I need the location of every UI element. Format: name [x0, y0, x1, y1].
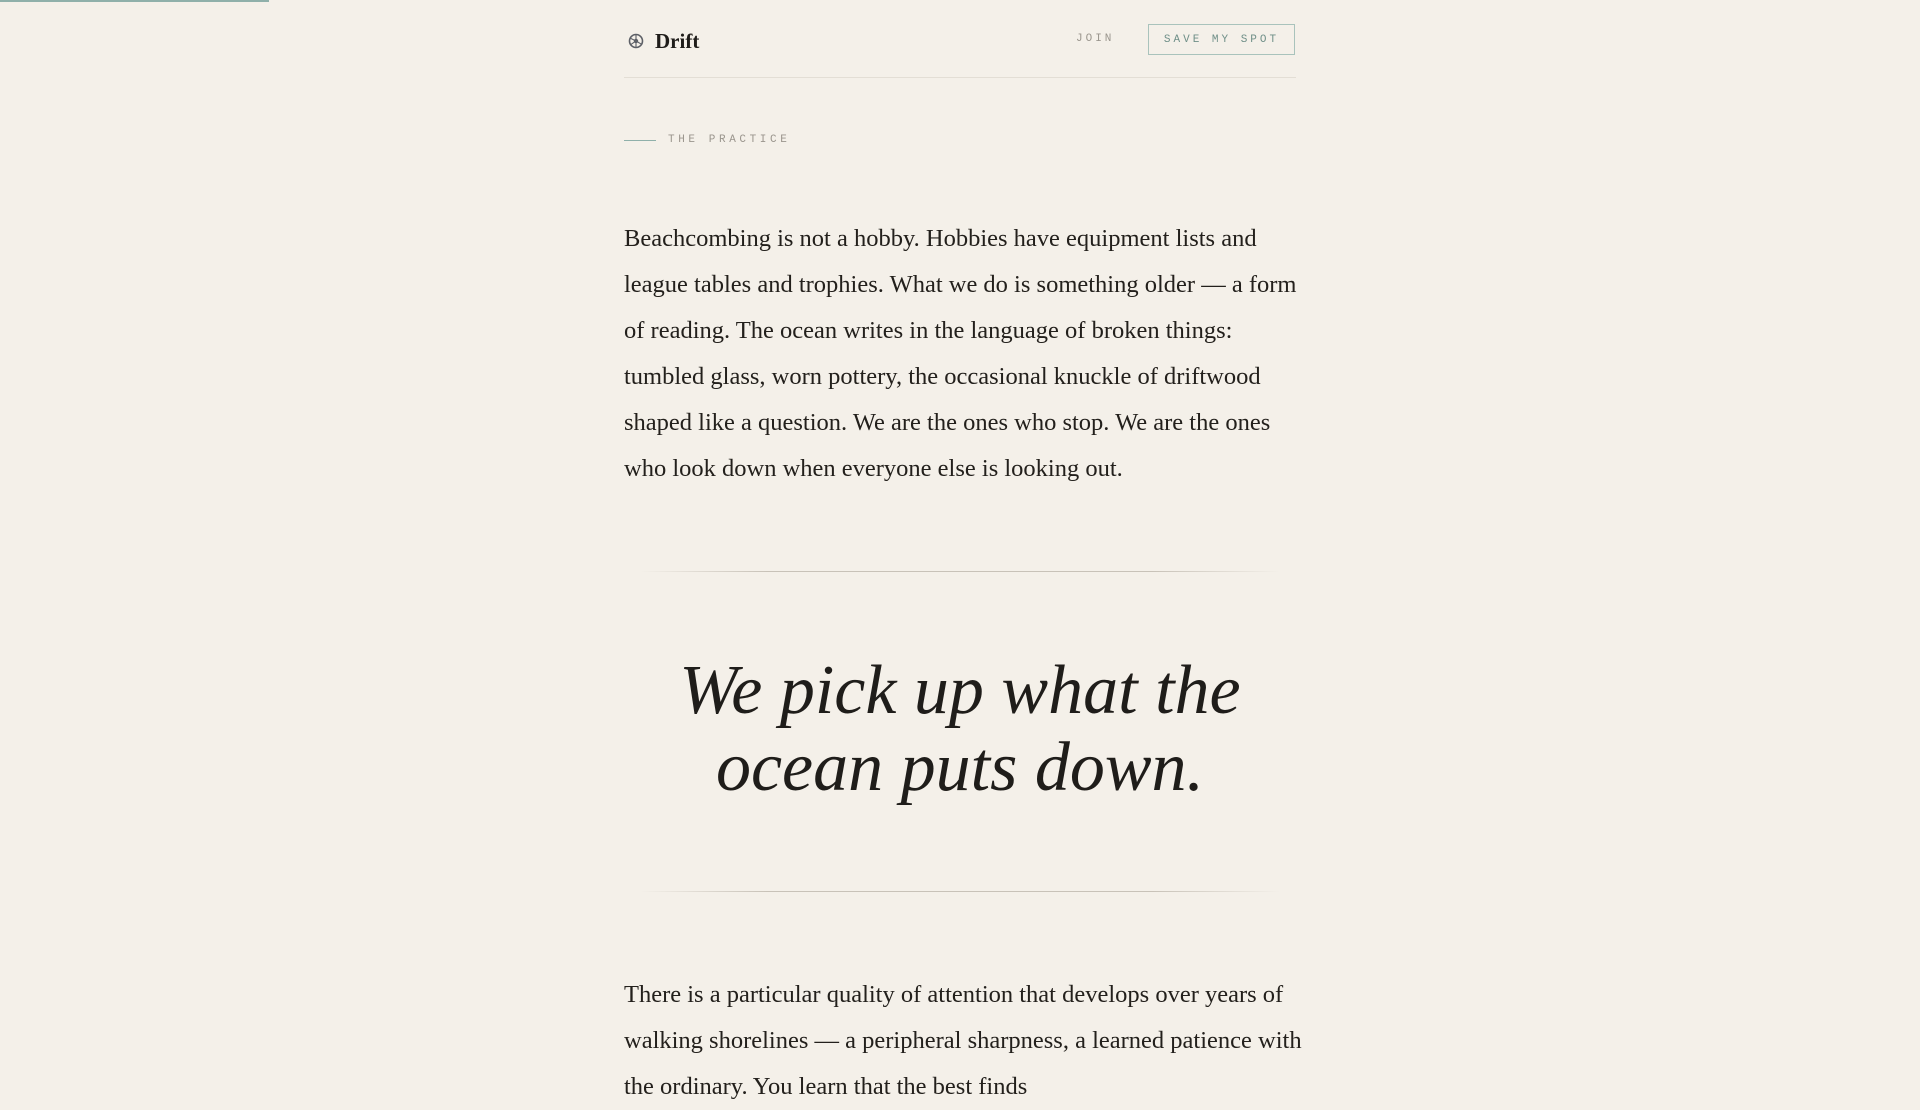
reading-progress-fill	[0, 0, 269, 2]
second-paragraph: There is a particular quality of attention that develops over years of walking shorelines — a peripheral sharpness, a learned patience with the ordinary. You learn that the best finds	[624, 981, 1302, 1100]
main-column	[624, 0, 1302, 1100]
site-header	[624, 0, 1296, 78]
shell-icon	[628, 33, 644, 49]
save-my-spot-button[interactable]: SAVE MY SPOT	[1148, 24, 1295, 55]
divider-top	[640, 571, 1280, 572]
intro-paragraph: Beachcombing is not a hobby. Hobbies have equipment lists and league tables and trophies. What we do is something older — a form of reading. The ocean writes in the language of broken things: tumbled glass, worn pottery, the occasional knuckle of driftwood shaped like a question. We are the ones who stop. We are the ones who look down when everyone else is looking out.	[624, 225, 1297, 482]
divider-bottom	[640, 891, 1280, 892]
brand-link[interactable]	[628, 29, 699, 53]
eyebrow-rule	[624, 140, 656, 141]
pull-quote: We pick up what the ocean puts down.	[679, 652, 1241, 806]
section-eyebrow	[624, 134, 790, 146]
join-link[interactable]: JOIN	[1076, 33, 1115, 45]
eyebrow-label: THE PRACTICE	[668, 134, 791, 146]
brand-name: Drift	[655, 29, 700, 53]
